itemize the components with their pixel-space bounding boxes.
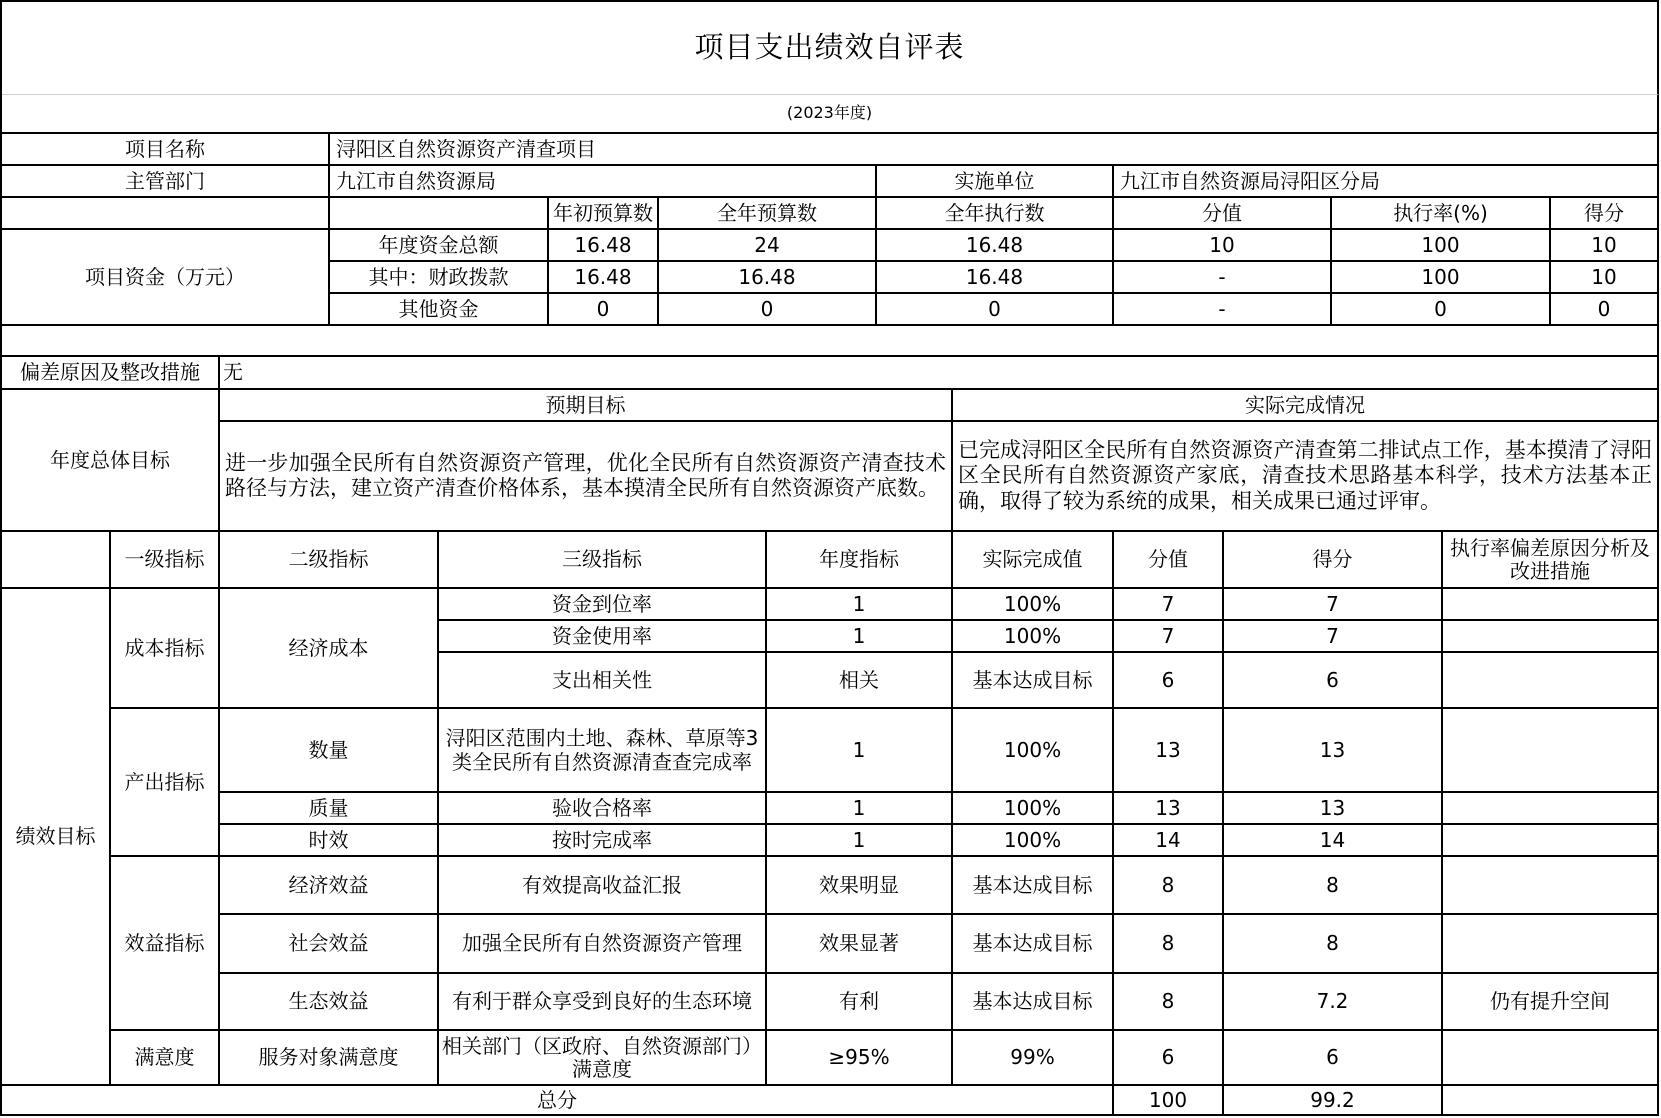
funds-cell: 100: [1332, 230, 1551, 262]
funds-cell: -: [1114, 262, 1332, 294]
note-cell: [1443, 825, 1659, 857]
score-cell: 13: [1114, 709, 1224, 793]
project-name-label: 项目名称: [2, 134, 330, 166]
level1-satisfaction: 满意度: [111, 1031, 220, 1086]
target-cell: 1: [767, 589, 953, 621]
note-cell: [1443, 793, 1659, 825]
note-cell: [1443, 621, 1659, 653]
goals-label: 年度总体目标: [2, 390, 220, 532]
dept-value: 九江市自然资源局: [330, 166, 877, 198]
got-cell: 13: [1224, 793, 1443, 825]
deviation-label: 偏差原因及整改措施: [2, 357, 220, 390]
level3-cell: 验收合格率: [439, 793, 767, 825]
funds-cell: 10: [1114, 230, 1332, 262]
level2-economic-benefit: 经济效益: [220, 857, 439, 915]
funds-header-exec-rate: 执行率(%): [1332, 198, 1551, 230]
unit-value: 九江市自然资源局浔阳区分局: [1114, 166, 1659, 198]
total-note: [1443, 1086, 1659, 1116]
target-cell: 1: [767, 709, 953, 793]
got-cell: 7: [1224, 621, 1443, 653]
got-cell: 6: [1224, 653, 1443, 709]
indicator-header-level3: 三级指标: [439, 532, 767, 589]
actual-cell: 基本达成目标: [953, 857, 1114, 915]
funds-header-blank-2: [330, 198, 549, 230]
level2-economic-cost: 经济成本: [220, 589, 439, 709]
indicator-header-blank: [2, 532, 111, 589]
score-cell: 7: [1114, 589, 1224, 621]
project-name-value: 浔阳区自然资源资产清查项目: [330, 134, 1659, 166]
got-cell: 6: [1224, 1031, 1443, 1086]
actual-result-text: 已完成浔阳区全民所有自然资源资产清查第二排试点工作，基本摸清了浔阳区全民所有自然资源资产家底，清查技术思路基本科学，技术方法基本正确，取得了较为系统的成果，相关成果已通过评审。: [953, 422, 1659, 532]
actual-cell: 99%: [953, 1031, 1114, 1086]
funds-cell: 0: [1551, 294, 1659, 326]
level3-cell: 浔阳区范围内土地、森林、草原等3类全民所有自然资源清查查完成率: [439, 709, 767, 793]
actual-cell: 100%: [953, 793, 1114, 825]
got-cell: 14: [1224, 825, 1443, 857]
got-cell: 7: [1224, 589, 1443, 621]
funds-header-annual-budget: 全年预算数: [659, 198, 877, 230]
funds-cell: 10: [1551, 230, 1659, 262]
got-cell: 8: [1224, 857, 1443, 915]
expected-goal-text: 进一步加强全民所有自然资源资产管理，优化全民所有自然资源资产清查技术路径与方法，建立资产清查价格体系，基本摸清全民所有自然资源资产底数。: [220, 422, 953, 532]
level2-social-benefit: 社会效益: [220, 915, 439, 974]
funds-header-score-value: 分值: [1114, 198, 1332, 230]
total-label: 总分: [2, 1086, 1114, 1116]
level1-output: 产出指标: [111, 709, 220, 857]
funds-cell: 16.48: [659, 262, 877, 294]
level3-cell: 相关部门（区政府、自然资源部门）满意度: [439, 1031, 767, 1086]
score-cell: 8: [1114, 915, 1224, 974]
score-cell: 13: [1114, 793, 1224, 825]
actual-cell: 100%: [953, 589, 1114, 621]
funds-cell: 0: [659, 294, 877, 326]
funds-header-executed: 全年执行数: [877, 198, 1114, 230]
level3-cell: 资金到位率: [439, 589, 767, 621]
level2-ecological-benefit: 生态效益: [220, 974, 439, 1031]
indicator-header-level1: 一级指标: [111, 532, 220, 589]
funds-label: 项目资金（万元）: [2, 230, 330, 326]
indicator-header-got: 得分: [1224, 532, 1443, 589]
target-cell: 1: [767, 793, 953, 825]
target-cell: ≥95%: [767, 1031, 953, 1086]
target-cell: 效果明显: [767, 857, 953, 915]
actual-result-header: 实际完成情况: [953, 390, 1659, 422]
funds-cell: 10: [1551, 262, 1659, 294]
expected-goal-header: 预期目标: [220, 390, 953, 422]
target-cell: 1: [767, 621, 953, 653]
level2-timeliness: 时效: [220, 825, 439, 857]
note-cell: [1443, 857, 1659, 915]
level3-cell: 支出相关性: [439, 653, 767, 709]
funds-row-name: 其他资金: [330, 294, 549, 326]
level3-cell: 有利于群众享受到良好的生态环境: [439, 974, 767, 1031]
target-cell: 效果显著: [767, 915, 953, 974]
year-label: (2023年度): [2, 95, 1659, 134]
level2-quantity: 数量: [220, 709, 439, 793]
actual-cell: 100%: [953, 621, 1114, 653]
target-cell: 有利: [767, 974, 953, 1031]
funds-header-blank: [2, 198, 330, 230]
performance-goal-label: 绩效目标: [2, 589, 111, 1086]
score-cell: 7: [1114, 621, 1224, 653]
dept-label: 主管部门: [2, 166, 330, 198]
got-cell: 8: [1224, 915, 1443, 974]
funds-cell: 24: [659, 230, 877, 262]
indicator-header-target: 年度指标: [767, 532, 953, 589]
note-cell: [1443, 589, 1659, 621]
total-score: 100: [1114, 1086, 1224, 1116]
funds-row-name: 年度资金总额: [330, 230, 549, 262]
score-cell: 8: [1114, 857, 1224, 915]
deviation-value: 无: [220, 357, 1659, 390]
level3-cell: 加强全民所有自然资源资产管理: [439, 915, 767, 974]
funds-header-score: 得分: [1551, 198, 1659, 230]
level1-benefit: 效益指标: [111, 857, 220, 1031]
indicator-header-note: 执行率偏差原因分析及改进措施: [1443, 532, 1659, 589]
actual-cell: 100%: [953, 825, 1114, 857]
unit-label: 实施单位: [877, 166, 1114, 198]
funds-header-initial-budget: 年初预算数: [549, 198, 659, 230]
indicator-header-actual: 实际完成值: [953, 532, 1114, 589]
actual-cell: 基本达成目标: [953, 653, 1114, 709]
score-cell: 8: [1114, 974, 1224, 1031]
funds-cell: 16.48: [549, 230, 659, 262]
score-cell: 14: [1114, 825, 1224, 857]
score-cell: 6: [1114, 653, 1224, 709]
indicator-header-level2: 二级指标: [220, 532, 439, 589]
funds-cell: 0: [1332, 294, 1551, 326]
level3-cell: 有效提高收益汇报: [439, 857, 767, 915]
score-cell: 6: [1114, 1031, 1224, 1086]
got-cell: 13: [1224, 709, 1443, 793]
page-title: 项目支出绩效自评表: [2, 2, 1659, 95]
target-cell: 相关: [767, 653, 953, 709]
actual-cell: 基本达成目标: [953, 915, 1114, 974]
blank-row: [2, 326, 1659, 357]
note-cell: [1443, 653, 1659, 709]
funds-cell: 0: [877, 294, 1114, 326]
total-got: 99.2: [1224, 1086, 1443, 1116]
target-cell: 1: [767, 825, 953, 857]
funds-row-name: 其中：财政拨款: [330, 262, 549, 294]
note-cell: [1443, 1031, 1659, 1086]
level3-cell: 按时完成率: [439, 825, 767, 857]
funds-cell: -: [1114, 294, 1332, 326]
level2-service-satisfaction: 服务对象满意度: [220, 1031, 439, 1086]
indicator-header-score: 分值: [1114, 532, 1224, 589]
level3-cell: 资金使用率: [439, 621, 767, 653]
level1-cost: 成本指标: [111, 589, 220, 709]
funds-cell: 16.48: [877, 230, 1114, 262]
actual-cell: 基本达成目标: [953, 974, 1114, 1031]
got-cell: 7.2: [1224, 974, 1443, 1031]
funds-cell: 16.48: [549, 262, 659, 294]
note-cell: 仍有提升空间: [1443, 974, 1659, 1031]
note-cell: [1443, 915, 1659, 974]
level2-quality: 质量: [220, 793, 439, 825]
funds-cell: 0: [549, 294, 659, 326]
funds-cell: 100: [1332, 262, 1551, 294]
funds-cell: 16.48: [877, 262, 1114, 294]
actual-cell: 100%: [953, 709, 1114, 793]
note-cell: [1443, 709, 1659, 793]
